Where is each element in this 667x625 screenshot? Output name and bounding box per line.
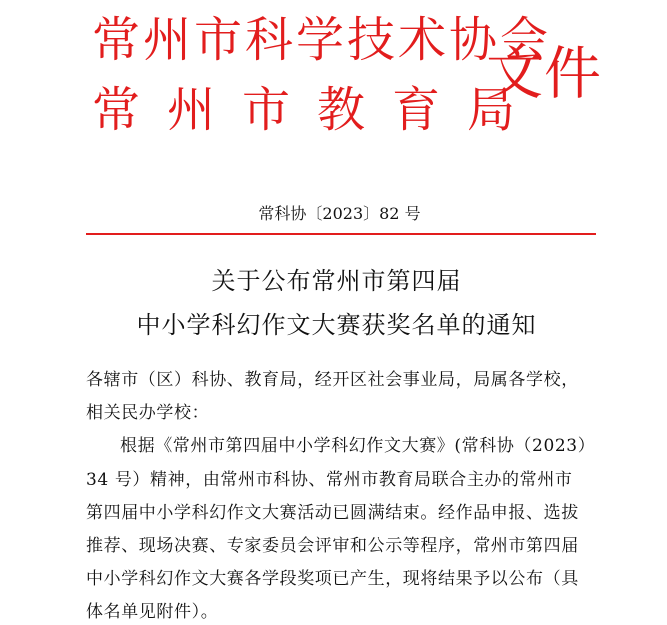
issuer-line-2: 常州市教育局 xyxy=(92,82,543,138)
title-line-1: 关于公布常州市第四届 xyxy=(211,267,462,295)
body-line: 推荐、现场决赛、专家委员会评审和公示等程序，常州市第四届 xyxy=(86,536,579,556)
document-word: 文件 xyxy=(486,41,602,107)
body-line: 34 号）精神，由常州市科协、常州市教育局联合主办的常州市 xyxy=(86,470,573,490)
body-line: 体名单见附件）。 xyxy=(86,602,219,622)
issuer-line-1: 常州市科学技术协会 xyxy=(92,12,552,68)
body-line-salutation: 各辖市（区）科协、教育局，经开区社会事业局，局属各学校， xyxy=(86,370,579,390)
title-line-2: 中小学科幻作文大赛获奖名单的通知 xyxy=(136,311,537,339)
red-divider xyxy=(86,233,596,235)
body-line: 中小学科幻作文大赛各学段奖项已产生，现将结果予以公布（具 xyxy=(86,569,579,589)
body-line-salutation-cont: 相关民办学校： xyxy=(86,403,210,423)
document-number: 常科协〔2023〕82 号 xyxy=(258,204,421,223)
body-line: 第四届中小学科幻作文大赛活动已圆满结束。经作品申报、选拔 xyxy=(86,503,579,523)
body-line: 根据《常州市第四届中小学科幻作文大赛》(常科协（2023） xyxy=(120,436,596,456)
